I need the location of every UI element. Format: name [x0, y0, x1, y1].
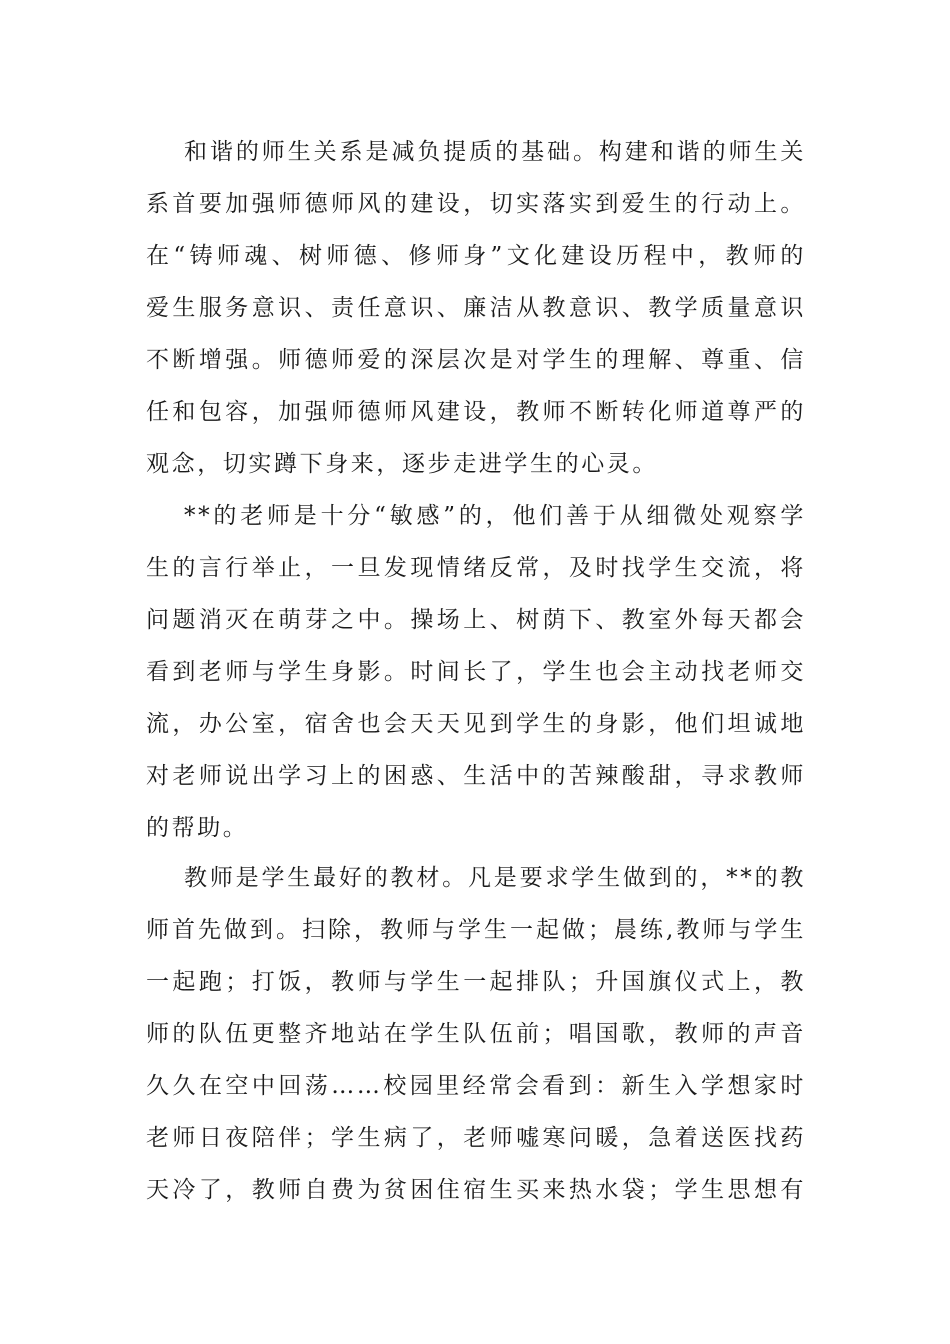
paragraph-line: 爱生服务意识、责任意识、廉洁从教意识、教学质量意识	[146, 295, 806, 321]
paragraph-line: 对老师说出学习上的困惑、生活中的苦辣酸甜，寻求教师	[146, 763, 806, 789]
paragraph-line: 师的队伍更整齐地站在学生队伍前；唱国歌，教师的声音	[146, 1021, 806, 1047]
paragraph-line: 一起跑；打饭，教师与学生一起排队；升国旗仪式上，教	[146, 969, 806, 995]
paragraph-line: 观念，切实蹲下身来，逐步走进学生的心灵。	[146, 451, 658, 477]
paragraph-line: 师首先做到。扫除，教师与学生一起做；晨练,教师与学生	[146, 917, 806, 943]
paragraph-line: 的帮助。	[146, 815, 249, 841]
paragraph-line: 流，办公室，宿舍也会天天见到学生的身影，他们坦诚地	[146, 711, 806, 737]
paragraph-line: 在“铸师魂、树师德、修师身”文化建设历程中，教师的	[146, 243, 806, 269]
paragraph-sensitive-teachers	[146, 490, 806, 854]
paragraph-line: 教师是学生最好的教材。凡是要求学生做到的，**的教	[184, 865, 806, 891]
paragraph-line: 久久在空中回荡……校园里经常会看到：新生入学想家时	[146, 1073, 806, 1099]
paragraph-line: 不断增强。师德师爱的深层次是对学生的理解、尊重、信	[146, 347, 806, 373]
paragraph-teacher-ethics	[146, 126, 806, 490]
paragraph-line: 天冷了，教师自费为贫困住宿生买来热水袋；学生思想有	[146, 1177, 806, 1203]
paragraph-line: 问题消灭在萌芽之中。操场上、树荫下、教室外每天都会	[146, 607, 806, 633]
paragraph-line: 任和包容，加强师德师风建设，教师不断转化师道尊严的	[146, 399, 806, 425]
paragraph-line: **的老师是十分“敏感”的，他们善于从细微处观察学	[184, 503, 806, 529]
paragraph-teachers-as-example	[146, 852, 806, 1216]
paragraph-line: 系首要加强师德师风的建设，切实落实到爱生的行动上。	[146, 191, 806, 217]
paragraph-line: 和谐的师生关系是减负提质的基础。构建和谐的师生关	[184, 139, 806, 165]
paragraph-line: 看到老师与学生身影。时间长了，学生也会主动找老师交	[146, 659, 806, 685]
paragraph-line: 生的言行举止，一旦发现情绪反常，及时找学生交流，将	[146, 555, 806, 581]
paragraph-line: 老师日夜陪伴；学生病了，老师嘘寒问暖，急着送医找药	[146, 1125, 806, 1151]
